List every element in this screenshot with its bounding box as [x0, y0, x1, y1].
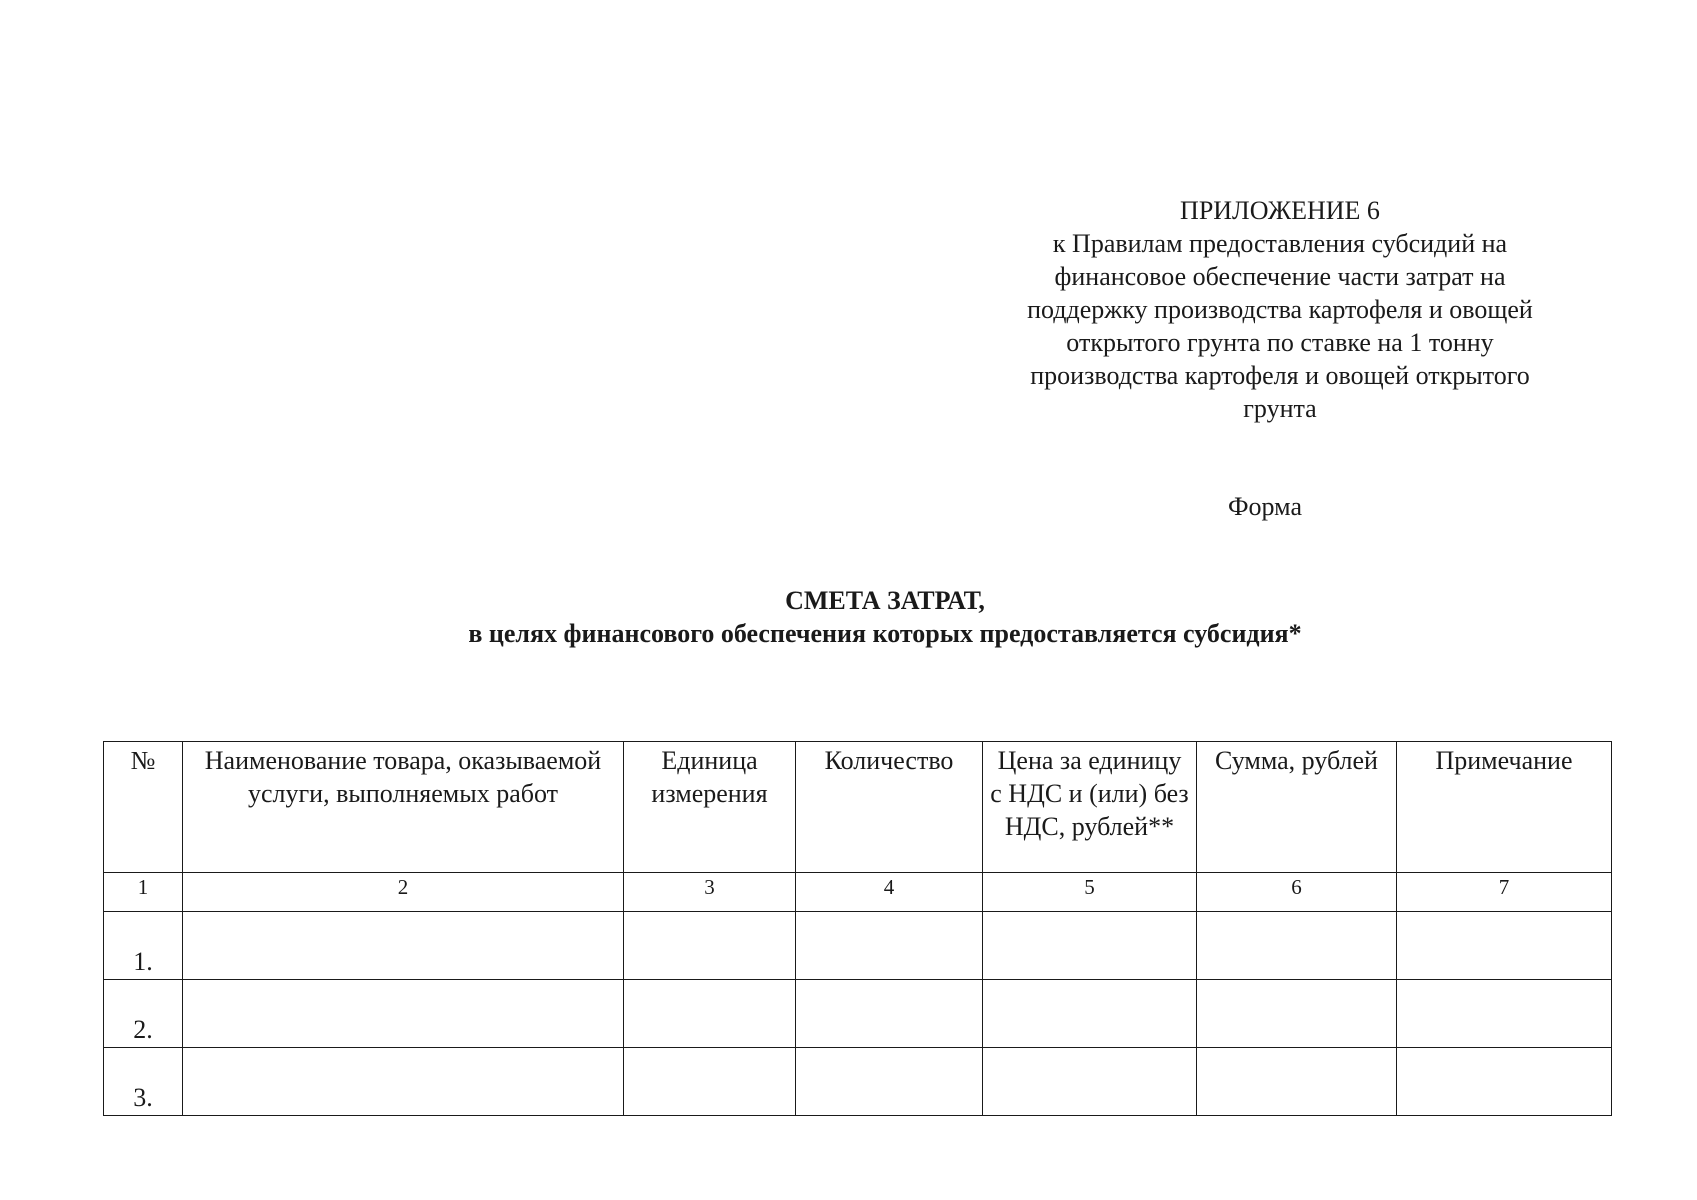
table-cell[interactable]: [624, 980, 796, 1048]
table-cell[interactable]: [1197, 912, 1397, 980]
table-cell[interactable]: [1397, 912, 1612, 980]
document-title-sub: в целях финансового обеспечения которых предоставляется субсидия*: [468, 619, 1302, 648]
header-sum: Сумма, рублей: [1197, 742, 1397, 873]
header-unit: Единица измерения: [624, 742, 796, 873]
table-cell[interactable]: [796, 1048, 983, 1116]
row-number: 1.: [104, 912, 183, 980]
row-number: 3.: [104, 1048, 183, 1116]
column-number: 4: [796, 873, 983, 912]
column-number: 1: [104, 873, 183, 912]
table-header-row: [104, 742, 1612, 873]
table-cell[interactable]: [624, 1048, 796, 1116]
appendix-line: к Правилам предоставления субсидий на: [1052, 229, 1508, 258]
appendix-line: производства картофеля и овощей открытого: [1030, 361, 1530, 390]
cost-estimate-table: [103, 741, 1612, 1116]
table-cell[interactable]: [1397, 1048, 1612, 1116]
appendix-block: [980, 194, 1580, 425]
form-label: Форма: [1228, 492, 1302, 521]
table-cell[interactable]: [624, 912, 796, 980]
table-cell[interactable]: [796, 980, 983, 1048]
column-number: 2: [183, 873, 624, 912]
document-title-main: СМЕТА ЗАТРАТ,: [785, 586, 985, 615]
table-cell[interactable]: [1197, 1048, 1397, 1116]
header-quantity: Количество: [796, 742, 983, 873]
table-cell[interactable]: [183, 980, 624, 1048]
column-number-row: [104, 873, 1612, 912]
header-note: Примечание: [1397, 742, 1612, 873]
table-row: [104, 980, 1612, 1048]
appendix-line: открытого грунта по ставке на 1 тонну: [1066, 328, 1494, 357]
table-row: [104, 1048, 1612, 1116]
table-cell[interactable]: [183, 1048, 624, 1116]
appendix-line: грунта: [1243, 394, 1317, 423]
table-cell[interactable]: [796, 912, 983, 980]
appendix-line: финансовое обеспечение части затрат на: [1054, 262, 1506, 291]
table-cell[interactable]: [1397, 980, 1612, 1048]
table-row: [104, 912, 1612, 980]
table-cell[interactable]: [983, 1048, 1197, 1116]
appendix-title: ПРИЛОЖЕНИЕ 6: [1180, 196, 1380, 225]
column-number: 5: [983, 873, 1197, 912]
document-title: [100, 584, 1670, 650]
row-number: 2.: [104, 980, 183, 1048]
column-number: 6: [1197, 873, 1397, 912]
header-number: №: [104, 742, 183, 873]
table-cell[interactable]: [1197, 980, 1397, 1048]
column-number: 7: [1397, 873, 1612, 912]
appendix-line: поддержку производства картофеля и овощей: [1027, 295, 1533, 324]
table-cell[interactable]: [183, 912, 624, 980]
table-cell[interactable]: [983, 912, 1197, 980]
column-number: 3: [624, 873, 796, 912]
table-cell[interactable]: [983, 980, 1197, 1048]
header-unit-price: Цена за единицу с НДС и (или) без НДС, рублей**: [983, 742, 1197, 873]
header-item-name: Наименование товара, оказываемой услуги, выполняемых работ: [183, 742, 624, 873]
